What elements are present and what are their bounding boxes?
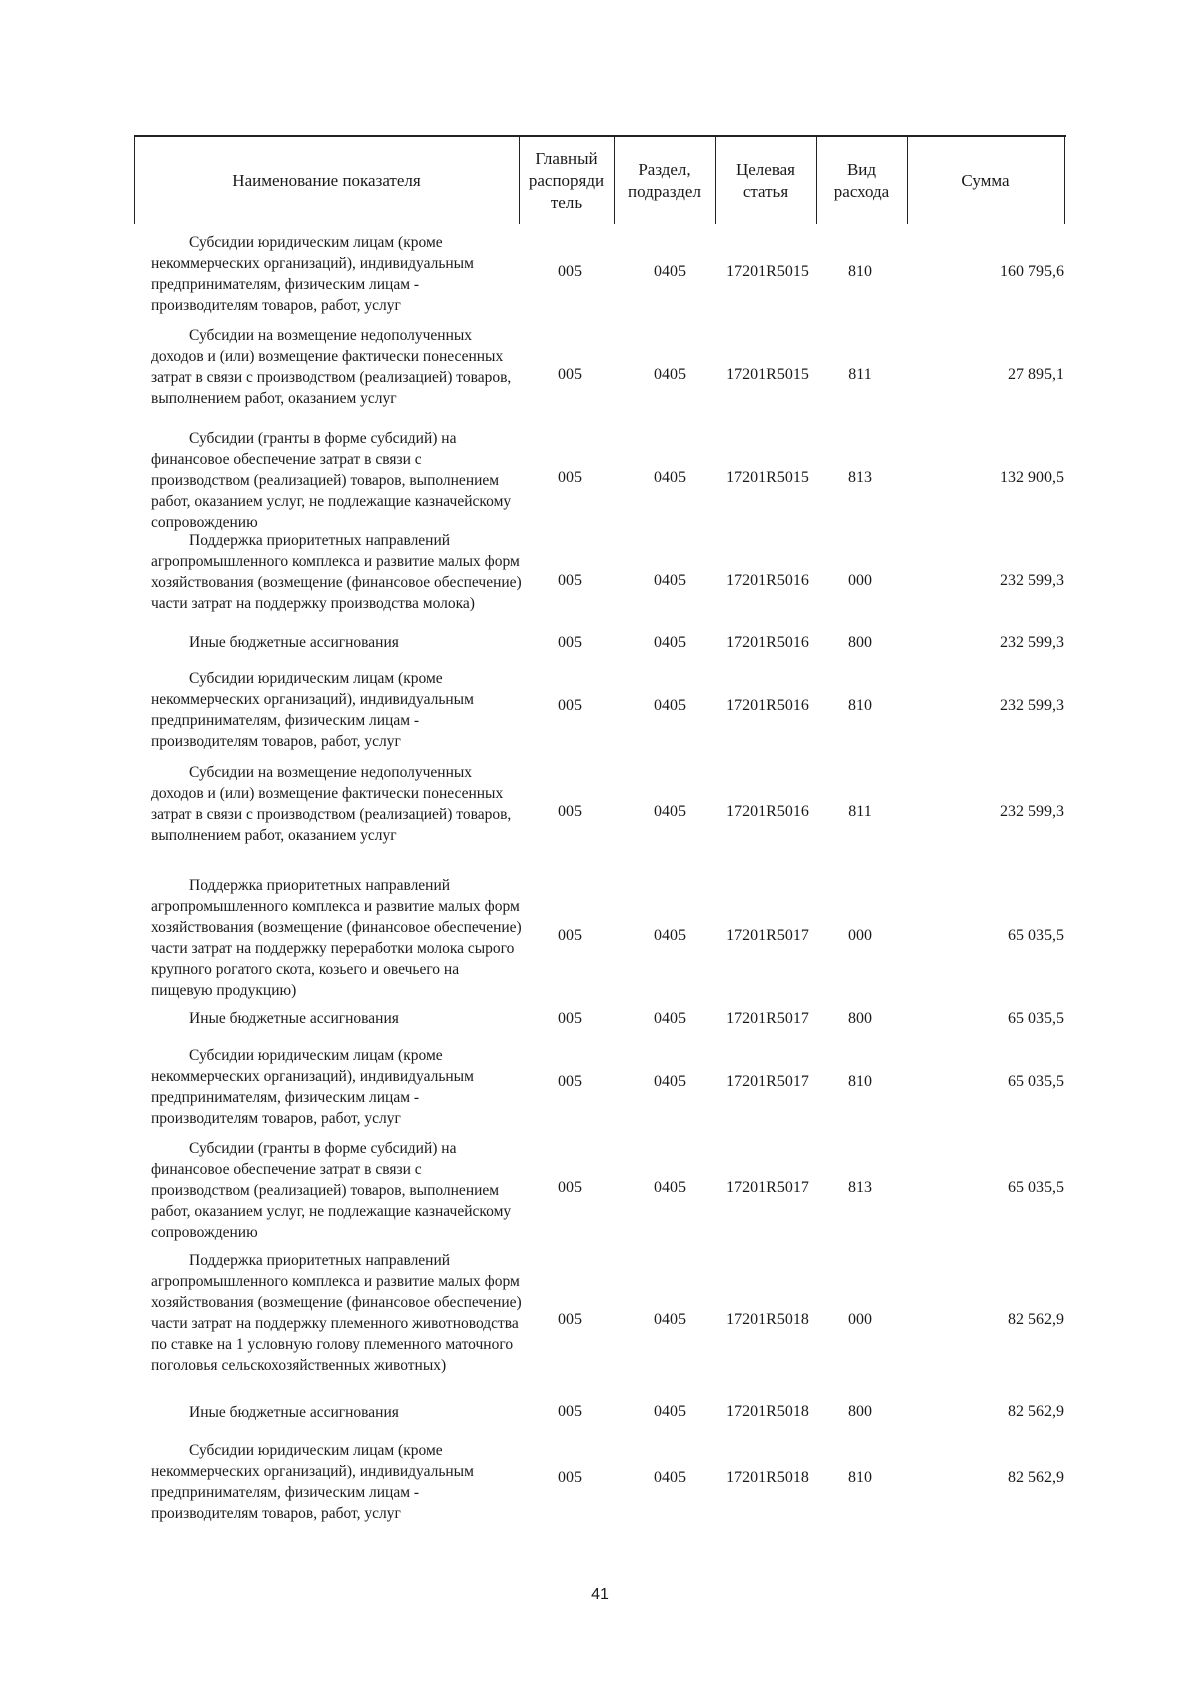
admin-code: 005 [558,803,582,820]
sum-value: 232 599,3 [1000,634,1064,651]
target-article: 17201R5015 [726,366,809,383]
admin-code: 005 [558,1073,582,1090]
row-indicator-name: Иные бюджетные ассигнования [189,634,399,651]
target-article: 17201R5018 [726,1469,809,1486]
header-section: Раздел, подраздел [628,159,701,201]
sum-value: 65 035,5 [1008,927,1064,944]
row-indicator-name: Субсидии (гранты в форме субсидий) на финансовое обеспечение затрат в связи с производством (реализацией) товаров, выполнением работ, оказанием услуг, не подлежащие казначейскому сопровождению [151,1140,512,1241]
section-code: 0405 [654,263,686,280]
expense-type: 813 [848,469,872,486]
row-indicator-name: Иные бюджетные ассигнования [189,1404,399,1421]
section-code: 0405 [654,1403,686,1420]
sum-value: 232 599,3 [1000,803,1064,820]
section-code: 0405 [654,803,686,820]
target-article: 17201R5017 [726,1073,809,1090]
header-divider [1064,137,1065,224]
sum-value: 232 599,3 [1000,572,1064,589]
expense-type: 813 [848,1179,872,1196]
sum-value: 65 035,5 [1008,1073,1064,1090]
section-code: 0405 [654,1311,686,1328]
admin-code: 005 [558,1179,582,1196]
target-article: 17201R5017 [726,1010,809,1027]
admin-code: 005 [558,697,582,714]
section-code: 0405 [654,927,686,944]
section-code: 0405 [654,1469,686,1486]
target-article: 17201R5015 [726,263,809,280]
sum-value: 65 035,5 [1008,1010,1064,1027]
expense-type: 810 [848,697,872,714]
admin-code: 005 [558,366,582,383]
row-indicator-name: Субсидии на возмещение недополученных доходов и (или) возмещение фактически понесенных затрат в связи с производством (реализацией) товаров, выполнением работ, оказанием услуг [151,764,512,844]
sum-value: 232 599,3 [1000,697,1064,714]
expense-type: 810 [848,1073,872,1090]
expense-type: 800 [848,634,872,651]
header-target: Целевая статья [735,159,796,201]
row-indicator-name: Субсидии (гранты в форме субсидий) на финансовое обеспечение затрат в связи с производством (реализацией) товаров, выполнением работ, оказанием услуг, не подлежащие казначейскому сопровождению [151,430,512,531]
page-number: 41 [591,1586,609,1603]
row-indicator-name: Субсидии юридическим лицам (кроме некоммерческих организаций), индивидуальным предпринимателям, физическим лицам - производителям товаров, работ, услуг [151,1047,474,1127]
section-code: 0405 [654,697,686,714]
target-article: 17201R5018 [726,1403,809,1420]
sum-value: 82 562,9 [1008,1469,1064,1486]
target-article: 17201R5016 [726,572,809,589]
expense-type: 810 [848,263,872,280]
row-indicator-name: Поддержка приоритетных направлений агропромышленного комплекса и развитие малых форм хозяйствования (возмещение (финансовое обеспечение) части затрат на поддержку производства молока) [151,532,522,612]
target-article: 17201R5015 [726,469,809,486]
sum-value: 65 035,5 [1008,1179,1064,1196]
expense-type: 000 [848,1311,872,1328]
sum-value: 27 895,1 [1008,366,1064,383]
section-code: 0405 [654,1073,686,1090]
target-article: 17201R5016 [726,634,809,651]
section-code: 0405 [654,634,686,651]
admin-code: 005 [558,263,582,280]
target-article: 17201R5016 [726,697,809,714]
target-article: 17201R5017 [726,927,809,944]
admin-code: 005 [558,469,582,486]
sum-value: 160 795,6 [1000,263,1064,280]
header-expense-type: Вид расхода [833,159,890,201]
expense-type: 811 [848,803,872,820]
section-code: 0405 [654,572,686,589]
admin-code: 005 [558,634,582,651]
expense-type: 800 [848,1403,872,1420]
admin-code: 005 [558,1469,582,1486]
admin-code: 005 [558,1010,582,1027]
target-article: 17201R5018 [726,1311,809,1328]
expense-type: 000 [848,572,872,589]
sum-value: 132 900,5 [1000,469,1064,486]
target-article: 17201R5016 [726,803,809,820]
section-code: 0405 [654,1179,686,1196]
section-code: 0405 [654,469,686,486]
admin-code: 005 [558,1311,582,1328]
header-sum: Сумма [961,170,1010,190]
admin-code: 005 [558,572,582,589]
admin-code: 005 [558,927,582,944]
row-indicator-name: Субсидии юридическим лицам (кроме некоммерческих организаций), индивидуальным предпринимателям, физическим лицам - производителям товаров, работ, услуг [151,670,474,750]
expense-type: 000 [848,927,872,944]
header-admin: Главный распоряди тель [528,148,605,212]
section-code: 0405 [654,1010,686,1027]
table-header [134,135,1066,224]
target-article: 17201R5017 [726,1179,809,1196]
sum-value: 82 562,9 [1008,1403,1064,1420]
expense-type: 811 [848,366,872,383]
row-indicator-name: Иные бюджетные ассигнования [189,1010,399,1027]
admin-code: 005 [558,1403,582,1420]
sum-value: 82 562,9 [1008,1311,1064,1328]
row-indicator-name: Субсидии на возмещение недополученных доходов и (или) возмещение фактически понесенных затрат в связи с производством (реализацией) товаров, выполнением работ, оказанием услуг [151,327,512,407]
row-indicator-name: Субсидии юридическим лицам (кроме некоммерческих организаций), индивидуальным предпринимателям, физическим лицам - производителям товаров, работ, услуг [151,1442,474,1522]
header-name: Наименование показателя [232,170,421,190]
section-code: 0405 [654,366,686,383]
row-indicator-name: Поддержка приоритетных направлений агропромышленного комплекса и развитие малых форм хозяйствования (возмещение (финансовое обеспечение) части затрат на поддержку переработки молока сырого крупного рогатого скота, козьего и овечьего на пищевую продукцию) [151,877,522,999]
row-indicator-name: Поддержка приоритетных направлений агропромышленного комплекса и развитие малых форм хозяйствования (возмещение (финансовое обеспечение) части затрат на поддержку племенного животноводства по ставке на 1 условную голову племенного маточного поголовья сельскохозяйственных животных) [151,1252,522,1374]
row-indicator-name: Субсидии юридическим лицам (кроме некоммерческих организаций), индивидуальным предпринимателям, физическим лицам - производителям товаров, работ, услуг [151,234,474,314]
expense-type: 800 [848,1010,872,1027]
expense-type: 810 [848,1469,872,1486]
